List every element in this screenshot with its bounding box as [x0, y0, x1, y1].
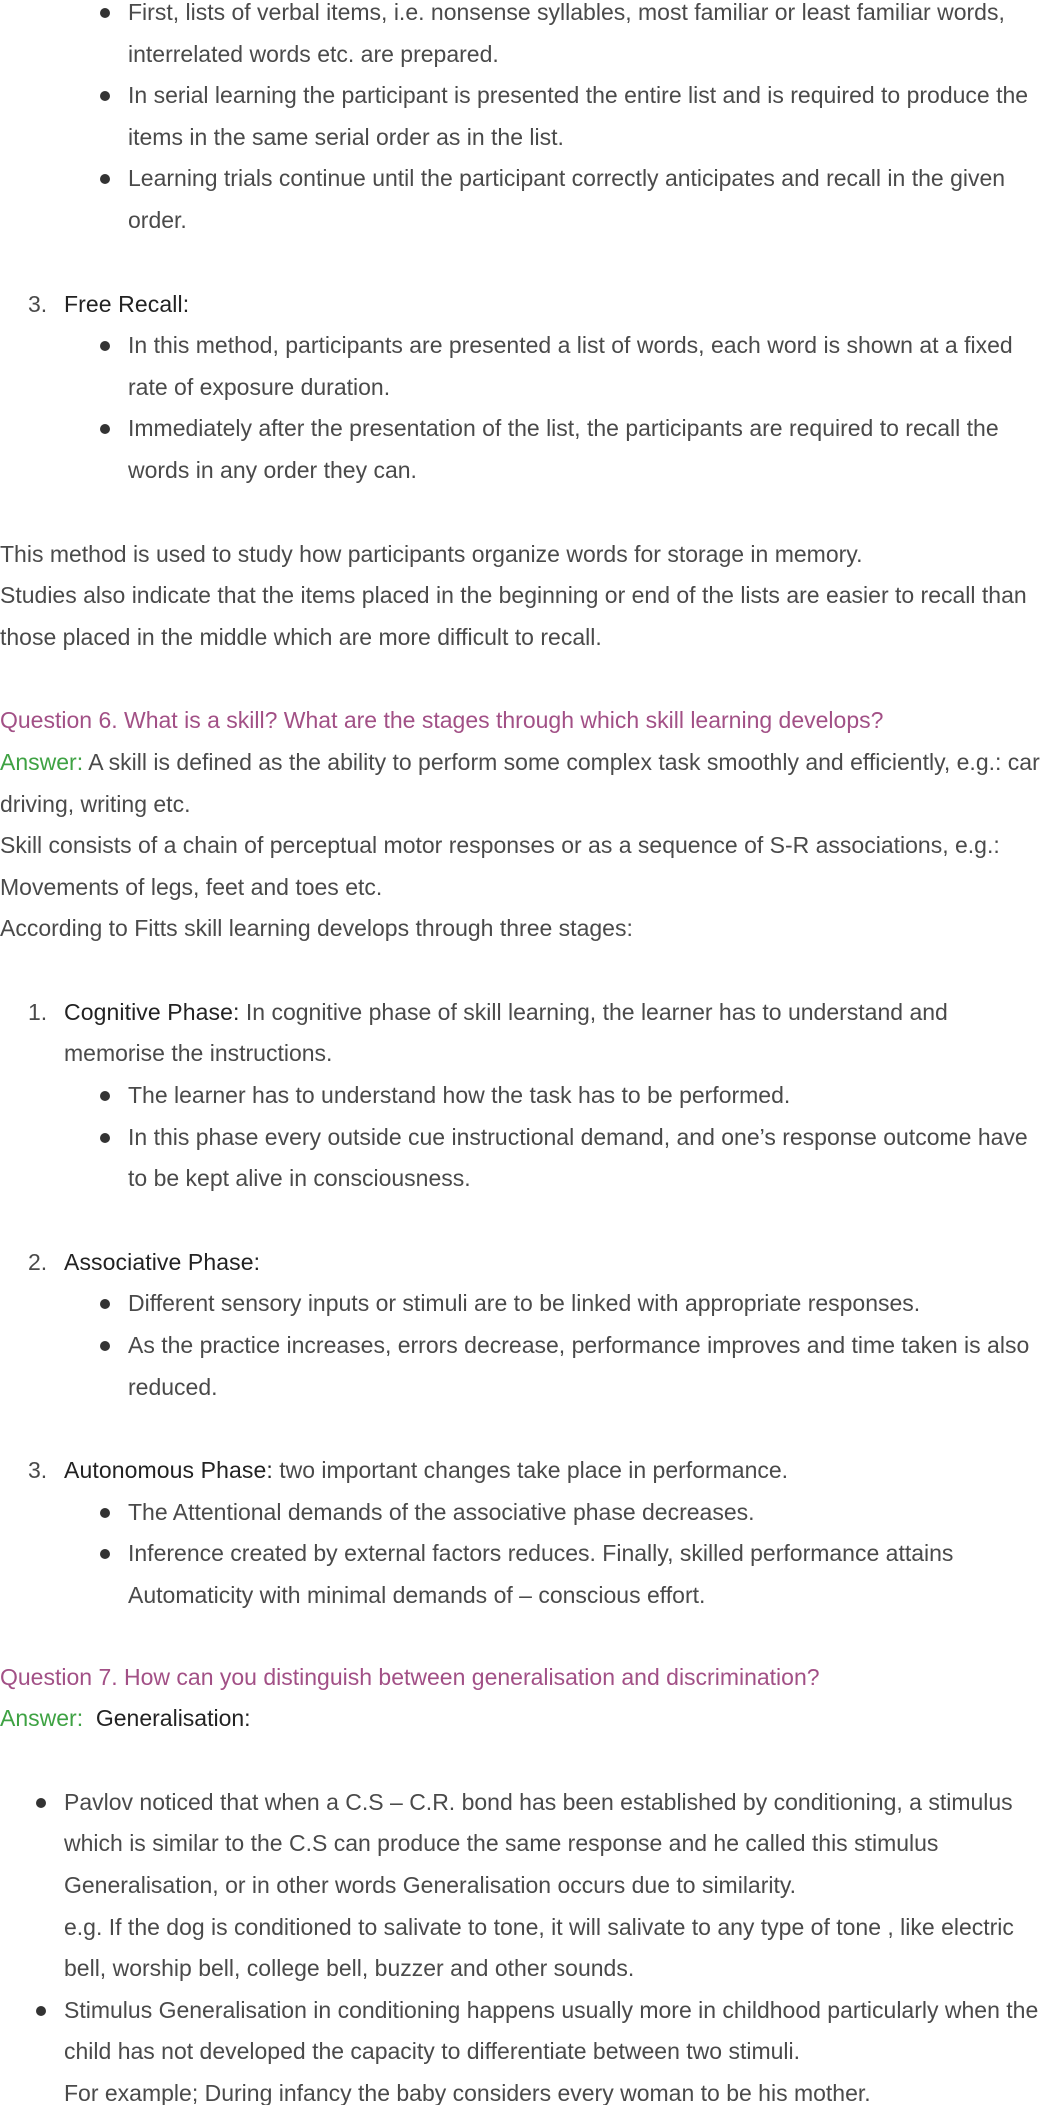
paragraph: Studies also indicate that the items placed in the beginning or end of the lists are easier to recall than those placed in the middle which are more difficult to recall. — [0, 582, 1027, 650]
list-item — [0, 1782, 1050, 1990]
generalisation-list — [0, 1782, 1050, 2105]
list-item: As the practice increases, errors decrease, performance improves and time taken is also reduced. — [0, 1325, 1050, 1408]
question-7-heading: Question 7. How can you distinguish between generalisation and discrimination? — [0, 1663, 820, 1690]
stage-associative-list — [0, 1283, 1050, 1408]
stage-autonomous-list — [0, 1492, 1050, 1617]
list-item: In this method, participants are presented a list of words, each word is shown at a fixed rate of exposure duration. — [0, 325, 1050, 408]
list-item: In serial learning the participant is presented the entire list and is required to produce the items in the same serial order as in the list. — [0, 75, 1050, 158]
stage-autonomous — [0, 1450, 1050, 1492]
list-item-text: Stimulus Generalisation in conditioning happens usually more in childhood particularly when the child has not developed the capacity to differentiate between two stimuli. — [64, 1996, 1039, 2065]
paragraph: This method is used to study how participants organize words for storage in memory. — [0, 540, 863, 567]
serial-learning-list — [0, 0, 1050, 242]
answer-text: A skill is defined as the ability to perform some complex task smoothly and efficiently, e.g.: car driving, writing etc. — [0, 748, 1040, 817]
item-number: 3. — [28, 1457, 48, 1484]
list-item: In this phase every outside cue instructional demand, and one’s response outcome have to be kept alive in consciousness. — [0, 1117, 1050, 1200]
free-recall-list — [0, 325, 1050, 491]
answer-label: Answer: — [0, 748, 84, 775]
list-item: First, lists of verbal items, i.e. nonsense syllables, most familiar or least familiar words, interrelated words etc. are prepared. — [0, 0, 1050, 75]
list-item: Immediately after the presentation of the list, the participants are required to recall the words in any order they can. — [0, 408, 1050, 491]
question-6-answer — [0, 742, 1050, 825]
list-item: The learner has to understand how the task has to be performed. — [0, 1075, 1050, 1117]
list-item: Inference created by external factors reduces. Finally, skilled performance attains Automaticity with minimal demands of – conscious effort. — [0, 1533, 1050, 1616]
generalisation-heading: Generalisation: — [95, 1705, 251, 1732]
list-item-example: e.g. If the dog is conditioned to salivate to tone, it will salivate to any type of tone , like electric bell, worship bell, college bell, buzzer and other sounds. — [64, 1913, 1014, 1982]
item-number: 1. — [28, 998, 48, 1025]
list-item: Different sensory inputs or stimuli are to be linked with appropriate responses. — [0, 1283, 1050, 1325]
stage-associative — [0, 1242, 1050, 1284]
answer-label: Answer: — [0, 1705, 84, 1732]
list-item: The Attentional demands of the associative phase decreases. — [0, 1492, 1050, 1534]
stage-cognitive — [0, 992, 1050, 1075]
stage-heading: Cognitive Phase: — [64, 998, 240, 1025]
list-item-text: Pavlov noticed that when a C.S – C.R. bond has been established by conditioning, a stimulus which is similar to the C.S can produce the same response and he called this stimulus Generalisation, or in other words Generalisation occurs due to similarity. — [64, 1788, 1013, 1898]
free-recall-item — [0, 284, 1050, 326]
paragraph: According to Fitts skill learning develops through three stages: — [0, 915, 633, 942]
list-item — [0, 1990, 1050, 2105]
item-number: 3. — [28, 290, 48, 317]
stage-heading: Autonomous Phase: — [64, 1457, 273, 1484]
free-recall-heading: Free Recall: — [64, 290, 190, 317]
question-7-answer — [0, 1698, 1050, 1740]
stage-cognitive-list — [0, 1075, 1050, 1200]
list-item-example: For example; During infancy the baby considers every woman to be his mother. — [64, 2079, 871, 2105]
list-item: Learning trials continue until the participant correctly anticipates and recall in the given order. — [0, 158, 1050, 241]
question-6-heading: Question 6. What is a skill? What are the stages through which skill learning develops? — [0, 707, 884, 734]
paragraph: Skill consists of a chain of perceptual motor responses or as a sequence of S-R associations, e.g.: Movements of legs, feet and toes etc. — [0, 832, 1000, 900]
stage-text: In cognitive phase of skill learning, the learner has to understand and memorise the instructions. — [64, 998, 948, 1067]
stage-text: two important changes take place in performance. — [272, 1457, 789, 1484]
stage-heading: Associative Phase: — [64, 1248, 261, 1275]
item-number: 2. — [28, 1248, 48, 1275]
